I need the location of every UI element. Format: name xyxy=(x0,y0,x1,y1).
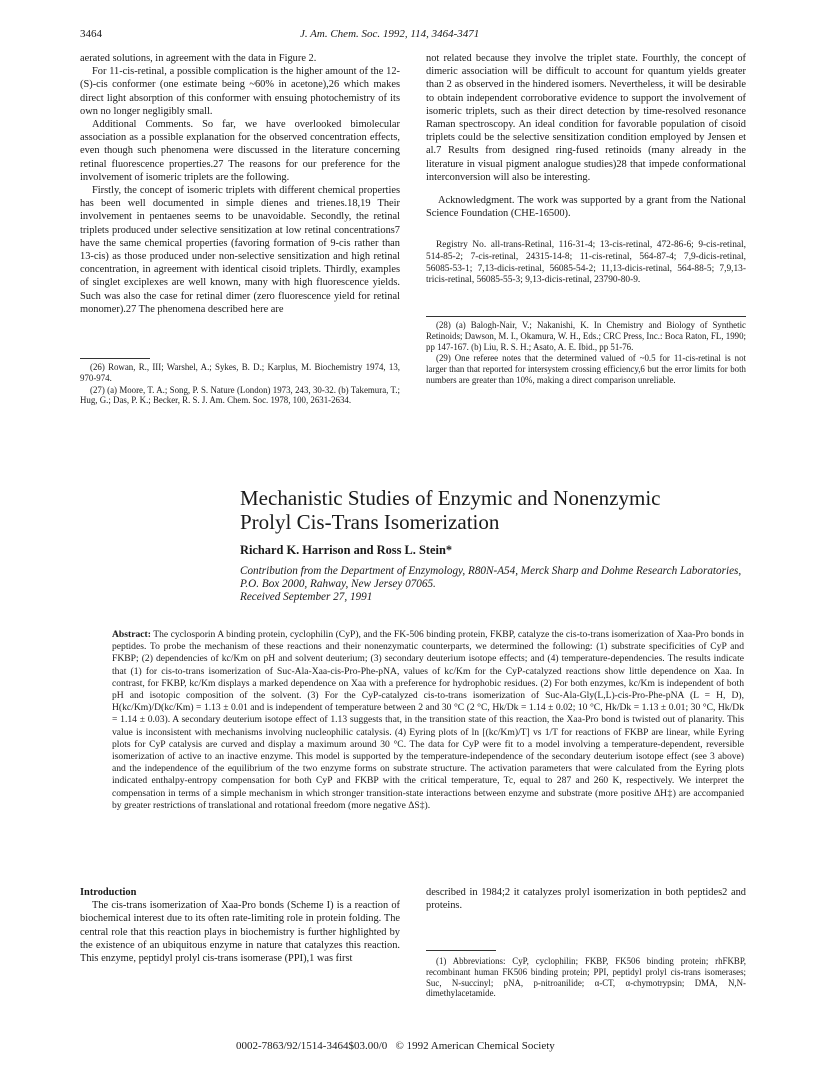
abstract-label: Abstract: xyxy=(112,629,151,640)
article-title: Mechanistic Studies of Enzymic and Nonenzymic Prolyl Cis-Trans Isomerization xyxy=(240,486,661,534)
acknowledgment: Acknowledgment. The work was supported by a grant from the National Science Foundation (CHE-16500). xyxy=(426,195,746,220)
registry-text: Registry No. all-trans-Retinal, 116-31-4; 13-cis-retinal, 472-86-6; 9-cis-retinal, 514-85-2; 7-cis-retinal, 24315-14-8; 11-cis-retinal, 564-87-4; 7,9-dicis-retinal, 56085-53-1; 7,13-dicis-retinal, 56085-54-2; 11,13-dicis-retinal, 564-88-5; 7,9,13-tricis-retinal, 56085-55-3; 9,13-dicis-retinal, 23790-80-9. xyxy=(426,240,746,286)
received-date: Received September 27, 1991 xyxy=(240,591,373,604)
paragraph: aerated solutions, in agreement with the data in Figure 2. xyxy=(80,53,317,64)
footnote: (29) One referee notes that the determined valued of ~0.5 for 11-cis-retinal is not larger than that reported for intersystem crossing efficiency,6 but the error limits for both numbers are greater than 10%, making a direct comparison unreliable. xyxy=(426,353,746,385)
footnote-rule xyxy=(80,358,150,359)
footnote-rule xyxy=(426,316,746,317)
top-right-footnotes xyxy=(426,320,746,387)
paragraph: Additional Comments. So far, we have overlooked bimolecular association as a possible explanation for the observed concentration effects, even though such phenomena were discussed in the literature concerning retinal fluorescence properties.27 The reasons for our preference for the involvement of isomeric triplets are the following. xyxy=(80,119,400,183)
affiliation-text: Contribution from the Department of Enzymology, R80N-A54, Merck Sharp and Dohme Research Laboratories, P.O. Box 2000, Rahway, New Jersey 07065. xyxy=(240,565,742,591)
page-footer: 0002-7863/92/1514-3464$03.00/0 © 1992 American Chemical Society xyxy=(236,1040,555,1052)
paragraph: described in 1984;2 it catalyzes prolyl isomerization in both peptides2 and proteins. xyxy=(426,887,746,912)
introduction-heading: Introduction xyxy=(80,887,137,898)
article-authors: Richard K. Harrison and Ross L. Stein* xyxy=(240,543,453,557)
abstract-text: The cyclosporin A binding protein, cyclophilin (CyP), and the FK-506 binding protein, FKBP, catalyze the cis-to-trans isomerization of Xaa-Pro bonds in peptides. To probe the mechanism of these reactions and their nonenzymatic counterparts, we determined the following: (1) substrate specificities of CyP and FKBP; (2) dependencies of kc/Km on pH and solvent deuterium; (3) secondary deuterium isotope effects; and (4) temperature-dependencies. The results indicate that (1) for cis-to-trans isomerization of Suc-Ala-Xaa-cis-Pro-Phe-pNA, values of kc/Km for the CyP-catalyzed reactions show little dependence on Xaa. In contrast, for FKBP, kc/Km displays a marked dependence on Xaa with a preference for hydrophobic residues. (2) For both enzymes, kc/Km is independent of both pH and isotopic composition of the solvent. (3) For the CyP-catalyzed cis-to-trans isomerization of Suc-Ala-Gly(L,L)-cis-Pro-Phe-pNA (L = H, D), H(kc/Km)/D(kc/Km) = 1.13 ± 0.01 and is independent of temperature between 2 and 30 °C (2 °C, Hk/Dk = 1.14 ± 0.02; 10 °C, Hk/Dk = 1.13 ± 0.01; 30 °C, Hk/Dk = 1.14 ± 0.03). A secondary deuterium isotope effect of 1.13 suggests that, in the transition state of this reaction, the Xaa-Pro bond is twisted out of planarity. This value is inconsistent with mechanisms involving nucleophilic catalysis. (4) Eyring plots of ln [(kc/Km)/T] vs 1/T for reactions of FKBP are linear, while Eyring plots for CyP catalysis are curved and display a maximum around 30 °C. The data for CyP were fit to a model involving a temperature-dependent, reversible isomerization of active to an inactive enzyme. This model is supported by the temperature-independence of the secondary deuterium isotope effect (see 3 above) and the independence of the equilibrium of the two enzyme forms on substrate structure. The activation parameters that were calculated from the Eyring plots indicated enthalpy-entropy compensation for both CyP and FKBP with the critical temperature, Tc, equal to 287 and 260 K, respectively. We interpret the compensation in terms of a simple mechanism in which stronger transition-state interactions between enzyme and substrate (more positive ΔH‡) are accompanied by greater restrictions of translational and rotational freedom (more negative ΔS‡). xyxy=(112,629,744,811)
footnote: (28) (a) Balogh-Nair, V.; Nakanishi, K. In Chemistry and Biology of Synthetic Retinoids; Dawson, M. I., Okamura, W. H., Eds.; CRC Press, Inc.: Boca Raton, FL, 1990; pp 147-167. (b) Liu, R. S. H.; Asato, A. E. Ibid., pp 51-76. xyxy=(426,320,746,352)
affiliation xyxy=(240,565,760,605)
top-right-column xyxy=(426,52,746,220)
footnote: (27) (a) Moore, T. A.; Song, P. S. Nature (London) 1973, 243, 30-32. (b) Takemura, T.; Hug, G.; Das, P. K.; Becker, R. S. J. Am. Chem. Soc. 1978, 100, 2631-2634. xyxy=(80,384,400,406)
footnote: (26) Rowan, R., III; Warshel, A.; Sykes, B. D.; Karplus, M. Biochemistry 1974, 13, 970-974. xyxy=(80,362,400,383)
abstract xyxy=(112,629,744,812)
running-header: J. Am. Chem. Soc. 1992, 114, 3464-3471 xyxy=(300,28,480,40)
footnote-rule xyxy=(426,950,496,951)
registry-numbers xyxy=(426,240,746,288)
introduction-column xyxy=(80,886,400,965)
bottom-right-column xyxy=(426,886,746,912)
footnote: (1) Abbreviations: CyP, cyclophilin; FKBP, FK506 binding protein; rhFKBP, recombinant human FK506 binding protein; PPI, peptidyl prolyl cis-trans isomerases; Suc, N-succinyl; pNA, p-nitroanilide; α-CT, α-chymotrypsin; DMA, N,N-dimethylacetamide. xyxy=(426,956,746,999)
paragraph: Firstly, the concept of isomeric triplets with different chemical properties has been well documented in simple dienes and trienes.18,19 Their involvement in pentaenes seems to be unavoidable. Secondly, the retinal triplets produced under selective sensitization at low retinal concentrations7 have the same chemical properties (favoring formation of 9-cis rather than 13-cis) as those produced under non-selective sensitization and high retinal concentration, in agreement with identical cisoid triplets. Thirdly, examples of singlet exciplexes are well known, many with high fluorescence yields. Such was also the case for retinal dimer (zero fluorescence yield for retinal monomer).27 The phenomena described here are xyxy=(80,185,400,315)
paragraph: For 11-cis-retinal, a possible complication is the higher amount of the 12-(S)-cis conformer (one estimate being ~60% in acetone),26 which makes direct light absorption of this conformer with ensuing photochemistry of its own no longer negligibly small. xyxy=(80,66,400,117)
paragraph: not related because they involve the triplet state. Fourthly, the concept of dimeric association will be difficult to account for quantum yields greater than 2 as observed in the hindered isomers. Nevertheless, it will be desirable to obtain independent corroborative evidence to support the involvement of isomeric triplets, such as their direct detection by time-resolved resonance Raman spectroscopy. An ideal condition for favorable population of cisoid triplets could be the selective sensitization condition employed by Jensen et al.7 Results from designed ring-fused retinoids (many already in the literature in visual pigment analogue studies)28 that impede conformational interconversion will also be interesting. xyxy=(426,53,746,183)
bottom-right-footnote xyxy=(426,956,746,1000)
top-left-column xyxy=(80,52,400,316)
paragraph: The cis-trans isomerization of Xaa-Pro bonds (Scheme I) is a reaction of biochemical interest due to its often rate-limiting role in protein folding. The central role that this reaction plays in biochemistry is further highlighted by the existence of an ubiquitous enzyme in nature that catalyzes this reaction. This enzyme, peptidyl prolyl cis-trans isomerase (PPI),1 was first xyxy=(80,900,400,965)
top-left-footnotes xyxy=(80,362,400,407)
page-number: 3464 xyxy=(80,28,102,40)
